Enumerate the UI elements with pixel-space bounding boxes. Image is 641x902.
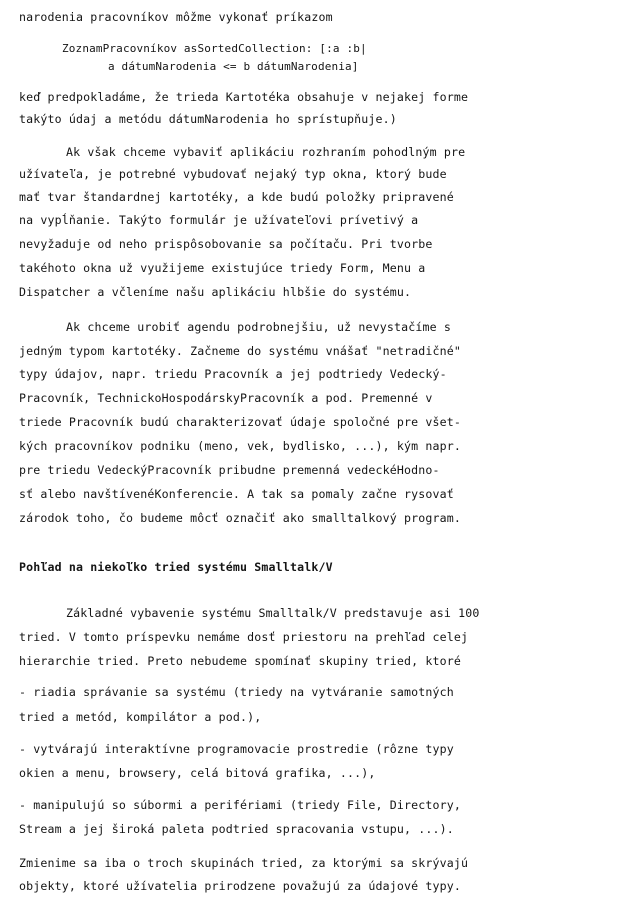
bullet-line: Stream a jej široká paleta podtried spracovania vstupu, ...).	[19, 822, 454, 836]
bullet-line: - vytvárajú interaktívne programovacie prostredie (rôzne typy	[19, 742, 454, 756]
paragraph-line: hierarchie tried. Preto nebudeme spomínať skupiny tried, ktoré	[19, 654, 462, 668]
paragraph-line: Dispatcher a včleníme našu aplikáciu hlbšie do systému.	[19, 285, 412, 299]
paragraph-line: triede Pracovník budú charakterizovať údaje spoločné pre všet-	[19, 415, 462, 429]
paragraph-line: takýto údaj a metódu dátumNarodenia ho sprístupňuje.)	[19, 112, 397, 126]
paragraph-line: mať tvar štandardnej kartotéky, a kde budú položky pripravené	[19, 190, 454, 204]
paragraph-line: Zmienime sa iba o troch skupinách tried, za ktorými sa skrývajú	[19, 856, 469, 870]
paragraph-line: Základné vybavenie systému Smalltalk/V predstavuje asi 100	[66, 606, 480, 620]
section-heading: Pohľad na niekoľko tried systému Smalltalk/V	[19, 560, 333, 574]
bullet-line: - manipulujú so súbormi a perifériami (triedy File, Directory,	[19, 798, 462, 812]
code-line: ZoznamPracovníkov asSortedCollection: [:a :b|	[62, 42, 367, 55]
paragraph-line: na vypĺňanie. Takýto formulár je užívateľovi prívetivý a	[19, 213, 419, 227]
paragraph-line: jedným typom kartotéky. Začneme do systému vnášať "netradičné"	[19, 344, 462, 358]
paragraph-line: typy údajov, napr. triedu Pracovník a jej podtriedy Vedecký-	[19, 367, 447, 381]
paragraph-line: sť alebo navštívenéKonferencie. A tak sa pomaly začne rysovať	[19, 487, 454, 501]
bullet-line: tried a metód, kompilátor a pod.),	[19, 710, 262, 724]
paragraph-line: nevyžaduje od neho prispôsobovanie sa počítaču. Pri tvorbe	[19, 237, 433, 251]
paragraph-line: zárodok toho, čo budeme môcť označiť ako smalltalkový program.	[19, 511, 462, 525]
paragraph-line: Pracovník, TechnickoHospodárskyPracovník a pod. Premenné v	[19, 391, 433, 405]
paragraph-line: kých pracovníkov podniku (meno, vek, bydlisko, ...), kým napr.	[19, 439, 462, 453]
paragraph-line: Ak však chceme vybaviť aplikáciu rozhraním pohodlným pre	[66, 145, 466, 159]
paragraph-line: užívateľa, je potrebné vybudovať nejaký typ okna, ktorý bude	[19, 167, 447, 181]
paragraph-line: keď predpokladáme, že trieda Kartotéka obsahuje v nejakej forme	[19, 90, 469, 104]
bullet-line: okien a menu, browsery, celá bitová grafika, ...),	[19, 766, 376, 780]
intro-line: narodenia pracovníkov môžme vykonať príkazom	[19, 10, 333, 24]
paragraph-line: objekty, ktoré užívatelia prirodzene považujú za údajové typy.	[19, 879, 462, 893]
bullet-line: - riadia správanie sa systému (triedy na vytváranie samotných	[19, 685, 454, 699]
paragraph-line: Ak chceme urobiť agendu podrobnejšiu, už nevystačíme s	[66, 320, 452, 334]
paragraph-line: tried. V tomto príspevku nemáme dosť priestoru na prehľad celej	[19, 630, 469, 644]
paragraph-line: takéhoto okna už využijeme existujúce triedy Form, Menu a	[19, 261, 426, 275]
paragraph-line: pre triedu VedeckýPracovník pribudne premenná vedeckéHodno-	[19, 463, 440, 477]
code-line: a dátumNarodenia <= b dátumNarodenia]	[108, 60, 359, 73]
